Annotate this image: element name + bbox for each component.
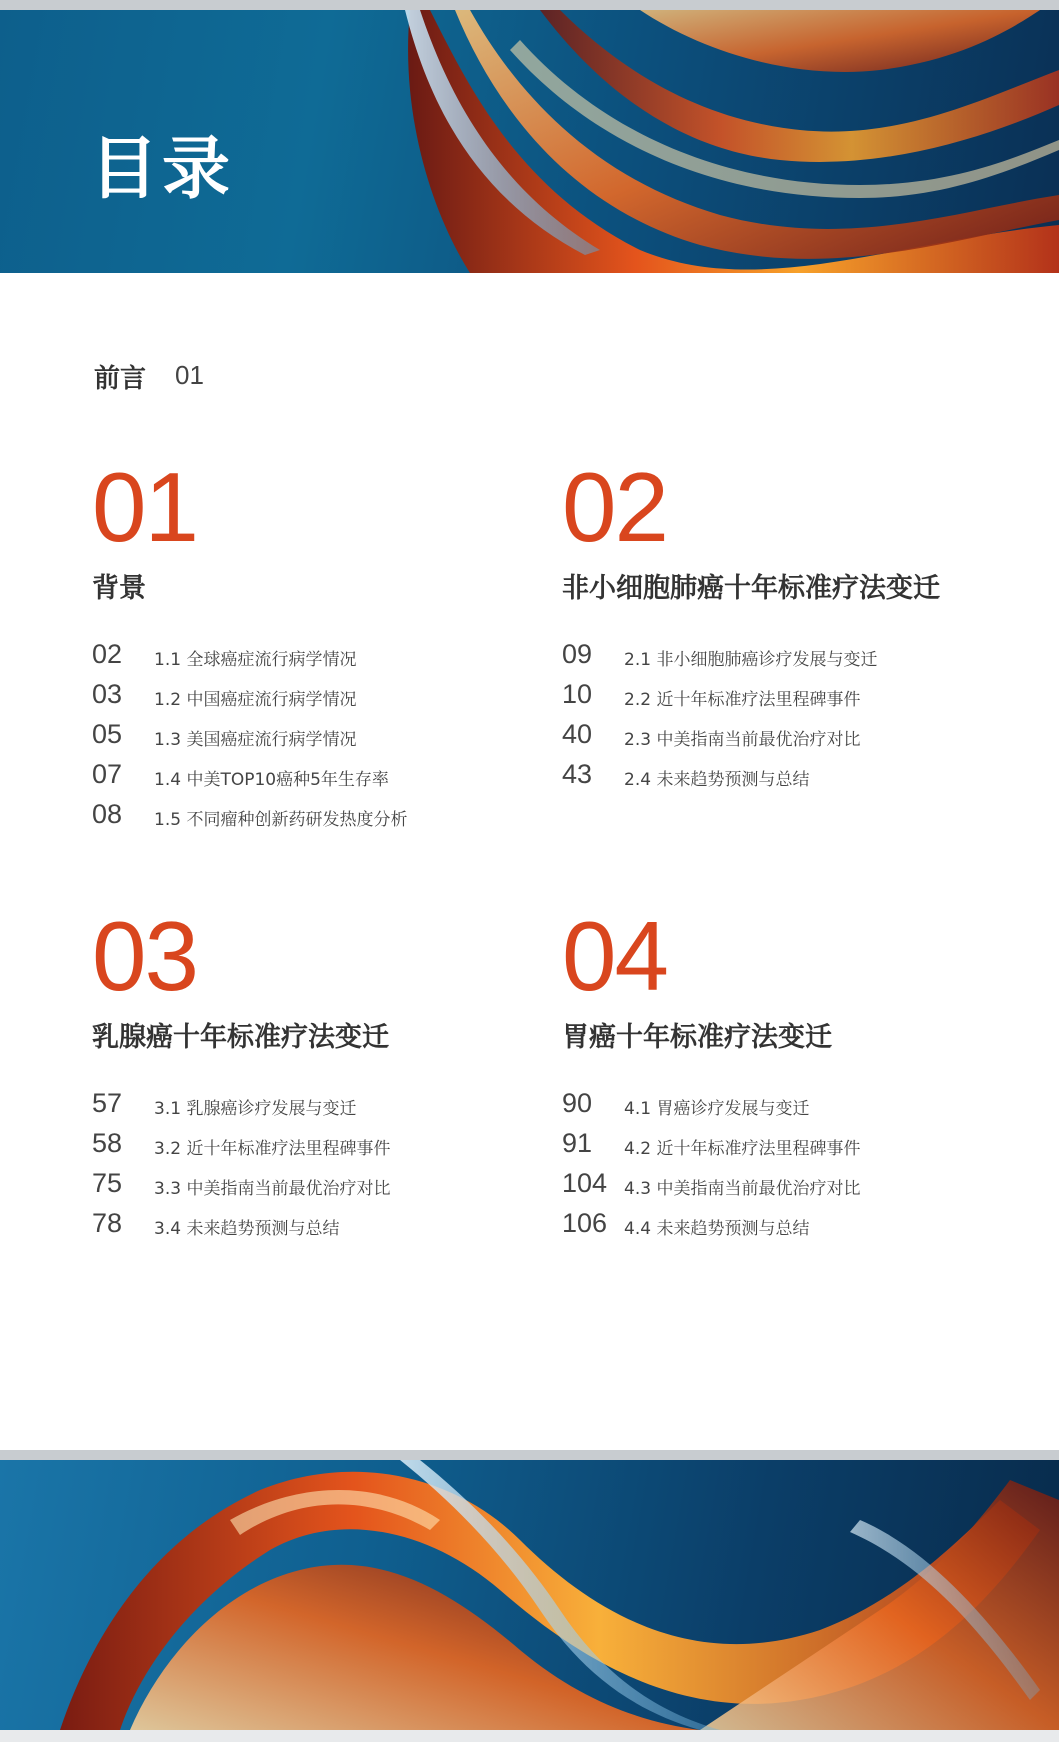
section-title[interactable]: 乳腺癌十年标准疗法变迁	[92, 1022, 389, 1053]
entry-label: 4.4 未来趋势预测与总结	[624, 1219, 810, 1239]
section-items	[92, 639, 552, 839]
toc-entry[interactable]	[92, 1088, 552, 1128]
section-items	[562, 639, 1022, 799]
entry-page-number: 78	[92, 1208, 123, 1238]
entry-label: 2.3 中美指南当前最优治疗对比	[624, 730, 861, 750]
toc-entry[interactable]	[562, 639, 1022, 679]
section-number: 02	[562, 452, 668, 562]
entry-label: 1.2 中国癌症流行病学情况	[154, 690, 357, 710]
entry-page-number: 03	[92, 679, 123, 709]
entry-label: 3.3 中美指南当前最优治疗对比	[154, 1179, 391, 1199]
toc-entry[interactable]	[92, 1208, 552, 1248]
header-banner	[0, 10, 1059, 273]
section-items	[92, 1088, 552, 1248]
entry-page-number: 02	[92, 639, 123, 669]
toc-entry[interactable]	[562, 1208, 1022, 1248]
entry-label: 2.4 未来趋势预测与总结	[624, 770, 810, 790]
toc-entry[interactable]	[92, 759, 552, 799]
toc-entry[interactable]	[92, 719, 552, 759]
entry-page-number: 58	[92, 1128, 123, 1158]
section-02	[562, 452, 1022, 799]
toc-entry[interactable]	[92, 1168, 552, 1208]
toc-entry[interactable]	[92, 679, 552, 719]
page-title: 目录	[90, 130, 235, 209]
entry-page-number: 75	[92, 1168, 123, 1198]
preface-label[interactable]: 前言	[94, 364, 147, 394]
entry-label: 4.3 中美指南当前最优治疗对比	[624, 1179, 861, 1199]
entry-label: 2.1 非小细胞肺癌诊疗发展与变迁	[624, 650, 878, 670]
section-title[interactable]: 非小细胞肺癌十年标准疗法变迁	[562, 573, 940, 604]
entry-label: 4.2 近十年标准疗法里程碑事件	[624, 1139, 861, 1159]
section-items	[562, 1088, 1022, 1248]
entry-label: 2.2 近十年标准疗法里程碑事件	[624, 690, 861, 710]
section-04	[562, 901, 1022, 1248]
entry-page-number: 08	[92, 799, 123, 829]
section-title[interactable]: 胃癌十年标准疗法变迁	[562, 1022, 832, 1053]
toc-entry[interactable]	[562, 759, 1022, 799]
section-03	[92, 901, 552, 1248]
section-number: 04	[562, 901, 668, 1011]
entry-page-number: 40	[562, 719, 593, 749]
entry-label: 3.4 未来趋势预测与总结	[154, 1219, 340, 1239]
toc-entry[interactable]	[92, 799, 552, 839]
entry-page-number: 43	[562, 759, 593, 789]
section-number: 01	[92, 452, 198, 562]
section-01	[92, 452, 552, 839]
toc-entry[interactable]	[562, 1128, 1022, 1168]
toc-entry[interactable]	[562, 1088, 1022, 1128]
preface-page-number[interactable]: 01	[175, 360, 204, 390]
entry-page-number: 106	[562, 1208, 608, 1238]
entry-label: 1.3 美国癌症流行病学情况	[154, 730, 357, 750]
entry-page-number: 05	[92, 719, 123, 749]
bottom-edge	[0, 1730, 1059, 1742]
bottom-divider	[0, 1450, 1059, 1460]
section-number: 03	[92, 901, 198, 1011]
abstract-ribbon-image-footer	[0, 1460, 1059, 1730]
toc-entry[interactable]	[562, 719, 1022, 759]
entry-label: 3.2 近十年标准疗法里程碑事件	[154, 1139, 391, 1159]
entry-page-number: 57	[92, 1088, 123, 1118]
entry-label: 1.4 中美TOP10癌种5年生存率	[154, 770, 389, 790]
entry-page-number: 90	[562, 1088, 593, 1118]
toc-entry[interactable]	[562, 1168, 1022, 1208]
entry-page-number: 104	[562, 1168, 608, 1198]
entry-label: 1.1 全球癌症流行病学情况	[154, 650, 357, 670]
entry-label: 4.1 胃癌诊疗发展与变迁	[624, 1099, 810, 1119]
section-title[interactable]: 背景	[92, 573, 146, 604]
entry-page-number: 91	[562, 1128, 593, 1158]
toc-entry[interactable]	[562, 679, 1022, 719]
entry-label: 1.5 不同瘤种创新药研发热度分析	[154, 810, 408, 830]
footer-banner	[0, 1460, 1059, 1730]
toc-entry[interactable]	[92, 1128, 552, 1168]
top-divider	[0, 0, 1059, 10]
entry-page-number: 10	[562, 679, 593, 709]
entry-page-number: 09	[562, 639, 593, 669]
toc-entry[interactable]	[92, 639, 552, 679]
entry-page-number: 07	[92, 759, 123, 789]
entry-label: 3.1 乳腺癌诊疗发展与变迁	[154, 1099, 357, 1119]
